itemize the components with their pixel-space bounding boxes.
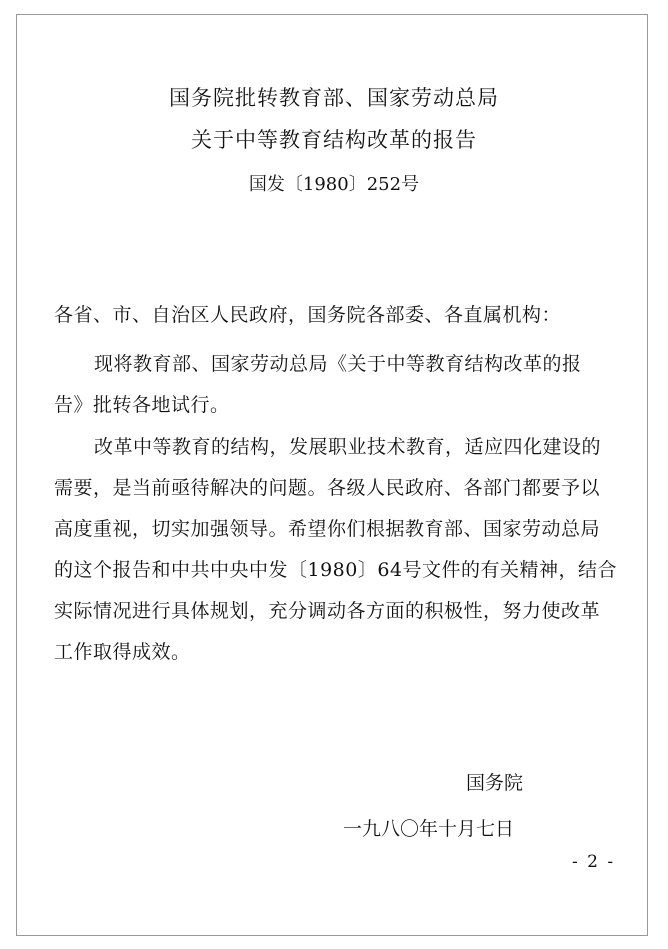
paragraph-2 <box>54 427 618 673</box>
paragraph-2-line: 工作取得成效。 <box>54 641 191 663</box>
document-date: 一九八〇年十月七日 <box>343 818 515 840</box>
signature: 国务院 <box>466 772 524 794</box>
paragraph-2-line: 高度重视，切实加强领导。希望你们根据教育部、国家劳动总局 <box>54 518 601 540</box>
document-title-line2: 关于中等教育结构改革的报告 <box>191 128 477 152</box>
paragraph-2-line: 的这个报告和中共中央中发〔1980〕64号文件的有关精神，结合 <box>54 559 618 581</box>
paragraph-1 <box>54 344 614 426</box>
paragraph-2-line: 实际情况进行具体规划，充分调动各方面的积极性，努力使改革 <box>54 600 601 622</box>
salutation: 各省、市、自治区人民政府，国务院各部委、各直属机构： <box>54 304 562 326</box>
paragraph-2-line: 改革中等教育的结构，发展职业技术教育，适应四化建设的 <box>94 436 602 458</box>
document-title-line1: 国务院批转教育部、国家劳动总局 <box>169 86 499 110</box>
page-number: - 2 - <box>572 852 616 872</box>
document-number: 国发〔1980〕252号 <box>248 174 420 195</box>
paragraph-2-line: 需要，是当前亟待解决的问题。各级人民政府、各部门都要予以 <box>54 477 601 499</box>
paragraph-1-line: 现将教育部、国家劳动总局《关于中等教育结构改革的报 <box>94 353 582 375</box>
paragraph-1-line: 告》批转各地试行。 <box>54 394 230 416</box>
